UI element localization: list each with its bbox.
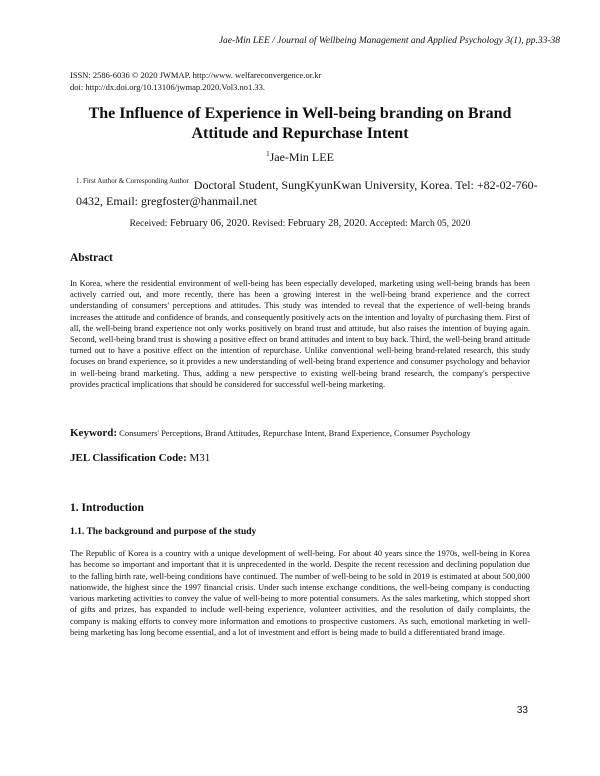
jel-label: JEL Classification Code: [70,452,187,464]
page-number: 33 [516,705,528,716]
keyword-text: Consumers' Perceptions, Brand Attitudes, Repurchase Intent, Brand Experience, Consumer Psychology [119,428,471,438]
affiliation-text: Doctoral Student, SungKyunKwan University, Korea. Tel: +82-02-760-0432, Email: gregfoster@hanmail.net [76,178,538,208]
title-line-1: The Influence of Experience in Well-being branding on Brand [88,105,512,122]
revised-label: . Revised: [247,219,288,229]
author-name: Jae-Min LEE [269,150,334,164]
keywords [70,427,540,439]
publication-info [70,70,321,93]
issn-line: ISSN: 2586-6036 © 2020 JWMAP. http://www. welfareconvergence.or.kr [70,70,322,80]
running-head: Jae-Min LEE / Journal of Wellbeing Management and Applied Psychology 3(1), pp.33-38 [218,36,560,46]
subsection-heading: 1.1. The background and purpose of the study [70,527,257,537]
abstract-text: In Korea, where the residential environment of well-being has been especially developed, marketing using well-being brands has been actively carried out, and more recently, there has been a growing interest in the well-being brand experience and the correct understanding of consumers' perceptions and attitudes. This study was intended to reveal that the experience of well-being brands increases the attitude and confidence of brands, and consequently positively acts on the intention and loyalty of purchasing them. First of all, the well-being brand experience not only works positively on brand trust and attitude, but also raises the intention of buying again. Second, well-being brand trust is showing a positive effect on brand attitudes and intent to buy back. Third, the well-being brand attitude turned out to have a positive effect on the intention of repurchase. Unlike conventional well-being brand-related research, this study focuses on brand experience, so it provides a new understanding of well-being brand experience and consumer psychology and behavior in well-being brand marketing. Thus, adding a new perspective to existing well-being brand research, the company's perspective provides practical implications that should be considered for successful well-being marketing. [70,279,530,389]
jel-code [70,452,210,464]
received-label: Received: [129,219,170,229]
introduction-heading: 1. Introduction [70,502,144,514]
jel-value: M31 [189,452,211,464]
received-dates [0,218,600,229]
affiliation [76,178,546,209]
author-superscript: 1 [266,150,270,158]
received-date: February 06, 2020 [169,218,248,229]
title-line-2: Attitude and Repurchase Intent [191,125,409,142]
author [0,150,600,165]
accepted-text: . Accepted: March 05, 2020 [364,219,471,229]
affiliation-label: 1. First Author & Corresponding Author [76,177,189,185]
keyword-label: Keyword: [70,427,118,439]
introduction-text: The Republic of Korea is a country with a unique development of well-being. For about 40 years since the 1970s, well-being in Korea has become so important and important that it is unprecedented in the world. Despite the recent recession and declining population due to the falling birth rate, well-being conditions have continued. The number of well-being to be sold in 2019 is estimated at about 500,000 nationwide, the highest since the 1997 financial crisis. Under such intense exchange conditions, the well-being company is conducting various marketing activities to convey the value of well-being to more potential consumers. As the sales marketing, which stopped short of gifts and prizes, has expanded to include well-being experience, volunteer activities, and the resolution of daily complaints, the company is making efforts to convey more information and emotions to prospective customers. As such, emotional marketing in well-being marketing has long become essential, and a lot of investment and effort is being made to build a differentiated brand image. [70,549,530,638]
abstract-heading: Abstract [70,252,113,264]
doi-line: doi: http://dx.doi.org/10.13106/jwmap.2020.Vol3.no1.33. [70,81,265,92]
revised-date: February 28, 2020 [287,218,365,229]
paper-title [60,104,540,144]
